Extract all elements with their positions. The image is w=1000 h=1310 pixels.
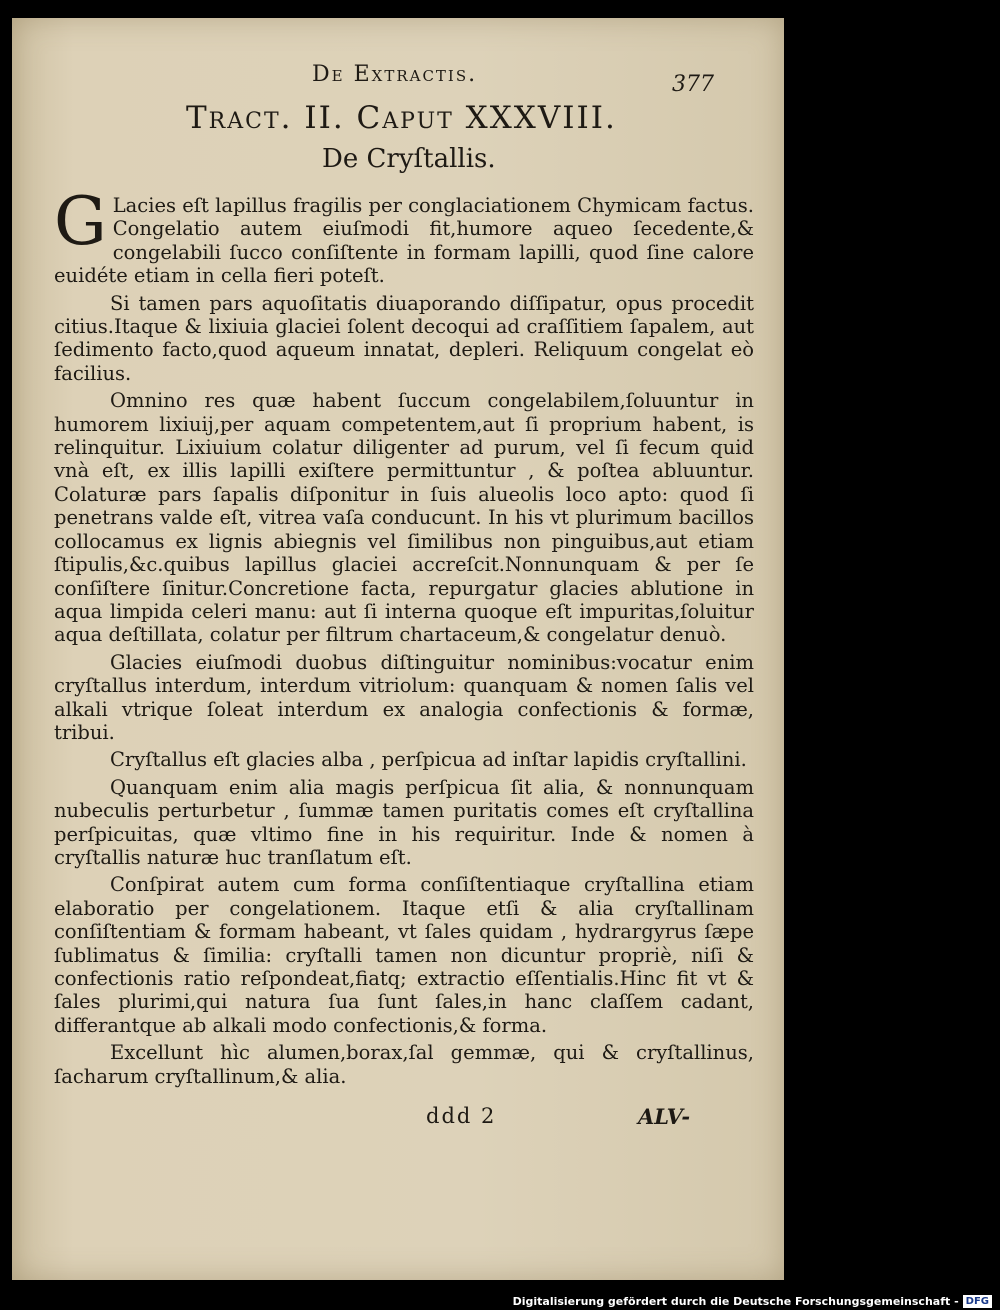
dfg-logo-icon: DFG: [963, 1295, 992, 1308]
paragraph: Quanquam enim alia magis perſpicua ſit alia, & nonnunquam nubeculis perturbetur , ſummæ tamen puritatis comes eſt cryſtallina perſpicuitas, quæ vltimo fine in his requiritur. Inde & nomen à cryſtallis naturæ huc tranſlatum eſt.: [54, 775, 754, 869]
signature-mark: ddd 2: [426, 1104, 497, 1128]
funding-bar: [513, 1295, 992, 1308]
paragraph: [54, 183, 754, 288]
paragraph: Conſpirat autem cum forma conſiſtentiaque cryſtallina etiam elaboratio per congelationem. Itaque etſi & alia cryſtallinam conſiſtentiam & formam habeant, vt ſales quidam , hydrargyrus ſæpe ſublimatus & ſimilia: cryſtalli tamen non dicuntur propriè, niſi & confectionis ratio reſpondeat,fiatq; extractio eſſentialis.Hinc fit vt & ſales plurimi,qui natura ſua ſunt ſales,in hanc claſſem cadant, differantque ab alkali modo confectionis,& forma.: [54, 873, 754, 1037]
book-page: [12, 18, 784, 1280]
page-number: 377: [672, 72, 714, 97]
paragraph: Glacies eiuſmodi duobus diſtinguitur nominibus:vocatur enim cryſtallus interdum, interdum vitriolum: quanquam & nomen ſalis vel alkali vtrique ſoleat interdum ex analogia confectionis & formæ, tribui.: [54, 650, 754, 744]
running-head: De Extractis.: [312, 62, 478, 87]
drop-cap: G: [54, 183, 107, 260]
chapter-heading: Tract. II. Caput XXXVIII.: [186, 100, 617, 136]
paragraph: Si tamen pars aquoſitatis diuaporando diſſipatur, opus procedit citius.Itaque & lixiuia glaciei ſolent decoqui ad craſſitiem ſapalem, aut ſedimento facto,quod aqueum innatat, depleri. Reliquum congelat eò facilius.: [54, 291, 754, 385]
funding-notice: Digitalisierung gefördert durch die Deutsche Forschungsgemeinschaft -: [512, 1295, 959, 1308]
body-text: [54, 183, 754, 1092]
paragraph: Excellunt hìc alumen,borax,ſal gemmæ, qui & cryſtallinus, ſacharum cryſtallinum,& alia.: [54, 1041, 754, 1088]
chapter-title: De Cryſtallis.: [322, 144, 496, 174]
paragraph-text: Lacies eſt lapillus fragilis per conglaciationem Chymicam factus. Congelatio autem eiuſmodi fit,humore aqueo ſecedente,& congelabili ſucco conſiſtente in formam lapilli, quod ſine calore euidéte etiam in cella fieri poteſt.: [54, 194, 754, 288]
catchword: ALV-: [638, 1104, 691, 1129]
paragraph: Cryſtallus eſt glacies alba , perſpicua ad inſtar lapidis cryſtallini.: [110, 748, 747, 772]
paragraph: Omnino res quæ habent ſuccum congelabilem,ſoluuntur in humorem lixiuij,per aquam competentem,aut ſi proprium habent, is relinquitur. Lixiuium colatur diligenter ad purum, vel ſi fecum quid vnà eſt, ex illis lapilli exiſtere permittuntur , & poſtea abluuntur. Colaturæ pars ſapalis diſponitur in ſuis alueolis loco apto: quod ſi penetrans valde eſt, vitrea vaſa conducunt. In his vt plurimum bacillos collocamus ex lignis abiegnis vel ſimilibus non pinguibus,aut etiam ſtipulis,&c.quibus lapillus glaciei accreſcit.Nonnunquam & per ſe conſiſtere ſinitur.Concretione facta, repurgatur glacies ablutione in aqua limpida celeri manu: aut ſi interna quoque eſt impuritas,ſoluitur aqua deſtillata, colatur per filtrum chartaceum,& congelatur denuò.: [54, 389, 754, 647]
